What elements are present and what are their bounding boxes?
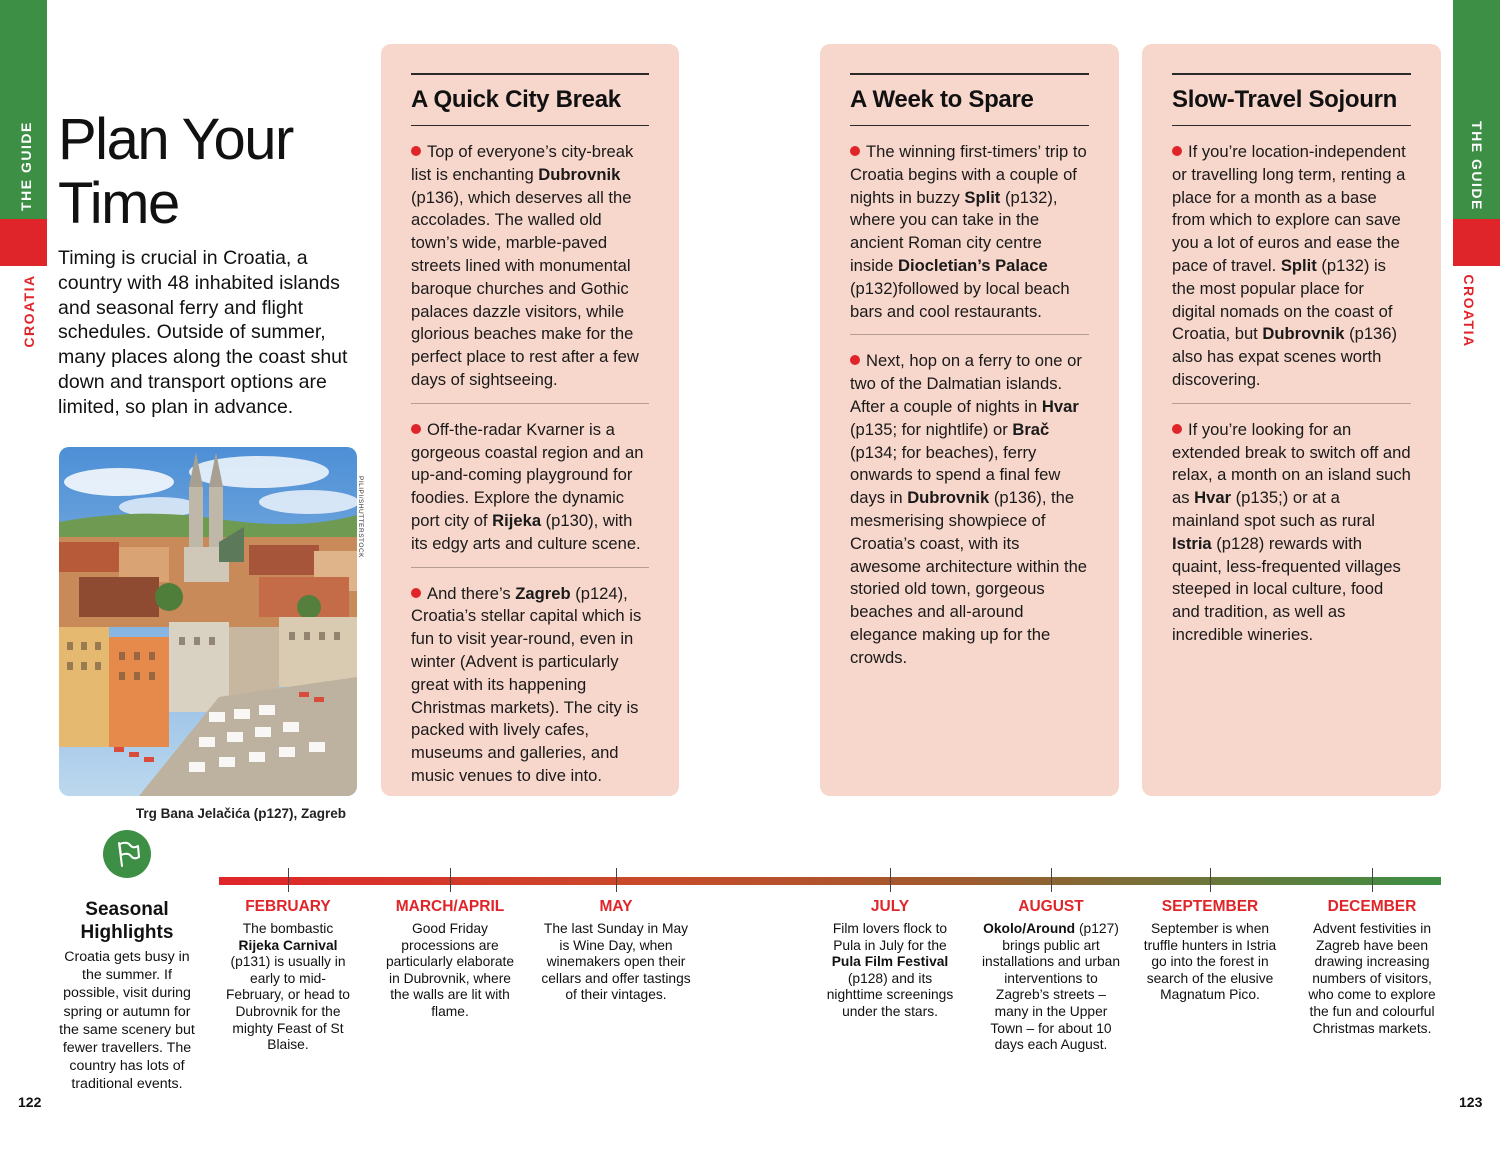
text-run: (p136), the mesmerising showpiece of Croatia’s coast, with its awesome architecture within the storied old town, gorgeous beaches and all-around elegance making up for the crowds. <box>850 488 1088 667</box>
bold-text: Diocletian’s Palace <box>897 255 1048 275</box>
bullet-dot-icon <box>850 146 860 156</box>
text-run: (p127) brings public art installations and urban interventions to Zagreb’s streets – many in the Upper Town – for about 10 days each August. <box>981 921 1121 1053</box>
card-slow-travel-sojourn <box>1142 44 1441 796</box>
card-bullet-item <box>1172 126 1411 403</box>
bullet-dot-icon <box>850 355 860 365</box>
bullet-dot-icon <box>1172 424 1182 434</box>
card-bullet-item <box>1172 403 1411 658</box>
timeline-month-text <box>980 921 1122 1054</box>
timeline-tick <box>450 868 451 892</box>
side-label-country-right: CROATIA <box>1461 274 1477 348</box>
zagreb-photo <box>59 447 357 796</box>
bold-text: Dubrovnik <box>1262 324 1345 344</box>
text-run: The last Sunday in May is Wine Day, when winemakers open their cellars and offer tastings of their vintages. <box>541 921 691 1003</box>
card-bullet-item <box>850 334 1089 680</box>
text-run: And there’s <box>427 583 516 603</box>
timeline-tick <box>1051 868 1052 892</box>
text-run: September is when truffle hunters in Istria go into the forest in search of the elusive Magnatum Pico. <box>1143 921 1277 1003</box>
card-heading: Slow-Travel Sojourn <box>1172 85 1398 113</box>
text-run: (p135; for nightlife) or <box>850 419 1013 439</box>
card-content <box>1172 73 1411 658</box>
timeline-month-text <box>380 921 520 1021</box>
flag-icon-glyph <box>103 830 151 878</box>
timeline-month-text <box>222 921 354 1054</box>
card-bullet-item <box>411 126 649 403</box>
timeline-tick <box>288 868 289 892</box>
page-title <box>58 108 358 236</box>
bold-text: Split <box>964 187 1001 207</box>
page-number-right: 123 <box>1459 1094 1483 1110</box>
card-bullet-item <box>411 403 649 567</box>
text-run: (p128) and its nighttime screenings under the stars. <box>826 970 954 1019</box>
text-run: Good Friday processions are particularly elaborate in Dubrovnik, where the walls are lit with flame. <box>385 921 515 1019</box>
timeline-month-label: MARCH/APRIL <box>395 898 505 915</box>
card-week-to-spare <box>820 44 1119 796</box>
card-bullet-item <box>850 126 1089 334</box>
card-content <box>411 73 649 799</box>
bold-text: Hvar <box>1041 396 1079 416</box>
card-bullet-item <box>411 567 649 799</box>
card-items <box>850 126 1089 681</box>
timeline-month-label: SEPTEMBER <box>1161 898 1259 915</box>
text-run: Off-the-radar Kvarner is a gorgeous coastal region and an up-and-coming playground for foodies. Explore the dynamic port city of <box>411 419 644 530</box>
bold-text: Dubrovnik <box>907 488 990 508</box>
page-title-line2: Time <box>58 171 179 236</box>
card-heading: A Quick City Break <box>411 85 621 113</box>
bold-text: Rijeka Carnival <box>238 937 338 953</box>
side-label-guide-right: THE GUIDE <box>1469 121 1485 211</box>
timeline-month-text <box>1143 921 1277 1004</box>
text-run: (p132)followed by local beach bars and cool restaurants. <box>850 278 1070 321</box>
text-run: (p124), Croatia’s stellar capital which is fun to visit year-round, even in winter (Advent is particularly great with its happening Christmas markets). The city is packed with lively cafes, museums and galleries, and music venues to dive into. <box>411 583 642 785</box>
side-tab-red-right <box>1453 219 1500 266</box>
text-run: (p128) rewards with quaint, less-frequented villages steeped in local culture, food and tradition, as well as incredible wineries. <box>1172 533 1401 644</box>
bold-text: Zagreb <box>515 583 571 603</box>
text-run: (p132), where you can take in the ancient Roman city centre inside <box>850 187 1058 275</box>
text-run: (p131) is usually in early to mid-February, or head to Dubrovnik for the mighty Feast of St Blaise. <box>226 954 350 1053</box>
text-run: Advent festivities in Zagreb have been drawing increasing numbers of visitors, who come to explore the fun and colourful Christmas markets. <box>1308 921 1436 1036</box>
bold-text: Brač <box>1012 419 1050 439</box>
card-items <box>1172 126 1411 658</box>
bullet-dot-icon <box>411 146 421 156</box>
text-run: Next, hop on a ferry to one or two of the Dalmatian islands. After a couple of nights in <box>850 351 1082 416</box>
bullet-dot-icon <box>411 588 421 598</box>
timeline-month-label: MAY <box>599 898 633 915</box>
timeline-month-label: JULY <box>870 898 910 915</box>
text-run: (p130), with its edgy arts and culture scene. <box>411 510 641 553</box>
text-run: (p135;) or at a mainland spot such as rural <box>1172 488 1375 530</box>
text-run: (p134; for beaches), ferry onwards to spend a final few days in <box>850 442 1061 508</box>
bold-text: Hvar <box>1194 488 1232 508</box>
photo-credit: PILIPI/SHUTTERSTOCK <box>357 476 364 558</box>
text-run: (p132) is the most popular place for digital nomads on the coast of Croatia, but <box>1172 255 1393 344</box>
page-number-left: 122 <box>18 1094 42 1110</box>
card-quick-city-break <box>381 44 679 796</box>
card-content <box>850 73 1089 681</box>
zagreb-square-illustration <box>59 447 357 796</box>
card-items <box>411 126 649 799</box>
seasonal-highlights-intro: Croatia gets busy in the summer. If possible, visit during spring or autumn for the same scenery but fewer travellers. The country has lots of traditional events. <box>59 949 195 1093</box>
text-run: Top of everyone’s city-break list is enchanting <box>411 142 634 184</box>
side-label-country-left: CROATIA <box>21 274 37 348</box>
text-run: If you’re location-independent or travelling long term, renting a place for a month as a base from which to explore can save you a lot of euros and ease the pace of travel. <box>1172 142 1406 275</box>
side-tab-guide-right <box>1453 0 1500 219</box>
text-run: Film lovers flock to Pula in July for the <box>832 921 948 953</box>
timeline-month-label: AUGUST <box>1018 898 1084 915</box>
timeline-month-text <box>819 921 961 1021</box>
flag-icon <box>103 830 151 878</box>
text-run: The bombastic <box>242 921 334 936</box>
side-tab-red-left <box>0 219 47 266</box>
bullet-dot-icon <box>1172 146 1182 156</box>
bold-text: Split <box>1280 255 1317 275</box>
timeline-month-label: DECEMBER <box>1327 898 1417 915</box>
side-tab-guide-left <box>0 0 47 219</box>
photo-caption: Trg Bana Jelačića (p127), Zagreb <box>135 806 346 821</box>
page-title-line1: Plan Your <box>58 107 293 172</box>
bold-text: Okolo/Around <box>983 921 1076 936</box>
bold-text: Pula Film Festival <box>831 954 949 970</box>
timeline-bar <box>219 877 1441 885</box>
bold-text: Istria <box>1172 533 1212 553</box>
timeline-tick <box>890 868 891 892</box>
side-label-guide-left: THE GUIDE <box>18 121 34 211</box>
bullet-dot-icon <box>411 424 421 434</box>
timeline-tick <box>1372 868 1373 892</box>
timeline-tick <box>616 868 617 892</box>
card-heading: A Week to Spare <box>850 85 1034 113</box>
text-run: The winning first-timers’ trip to Croatia begins with a couple of nights in buzzy <box>850 142 1087 207</box>
bold-text: Dubrovnik <box>538 164 621 184</box>
text-run: If you’re looking for an extended break to switch off and relax, a month on an island such as <box>1172 419 1411 508</box>
text-run: (p136), which deserves all the accolades. The walled old town’s wide, marble-paved streets lined with monumental baroque churches and Gothic palaces dazzle visitors, while glorious beaches make for the perfect place to rest after a few days of sightseeing. <box>411 187 639 389</box>
intro-paragraph: Timing is crucial in Croatia, a country with 48 inhabited islands and seasonal ferry and flight schedules. Outside of summer, many places along the coast shut down and transport options are limited, so plan in advance. <box>58 247 348 418</box>
seasonal-highlights-title: Seasonal Highlights <box>80 899 174 943</box>
timeline-month-label: FEBRUARY <box>245 898 331 915</box>
timeline-month-text <box>541 921 691 1004</box>
bold-text: Rijeka <box>492 510 542 530</box>
timeline-month-text <box>1308 921 1436 1037</box>
text-run: (p136) also has expat scenes worth discovering. <box>1172 324 1398 389</box>
timeline-tick <box>1210 868 1211 892</box>
